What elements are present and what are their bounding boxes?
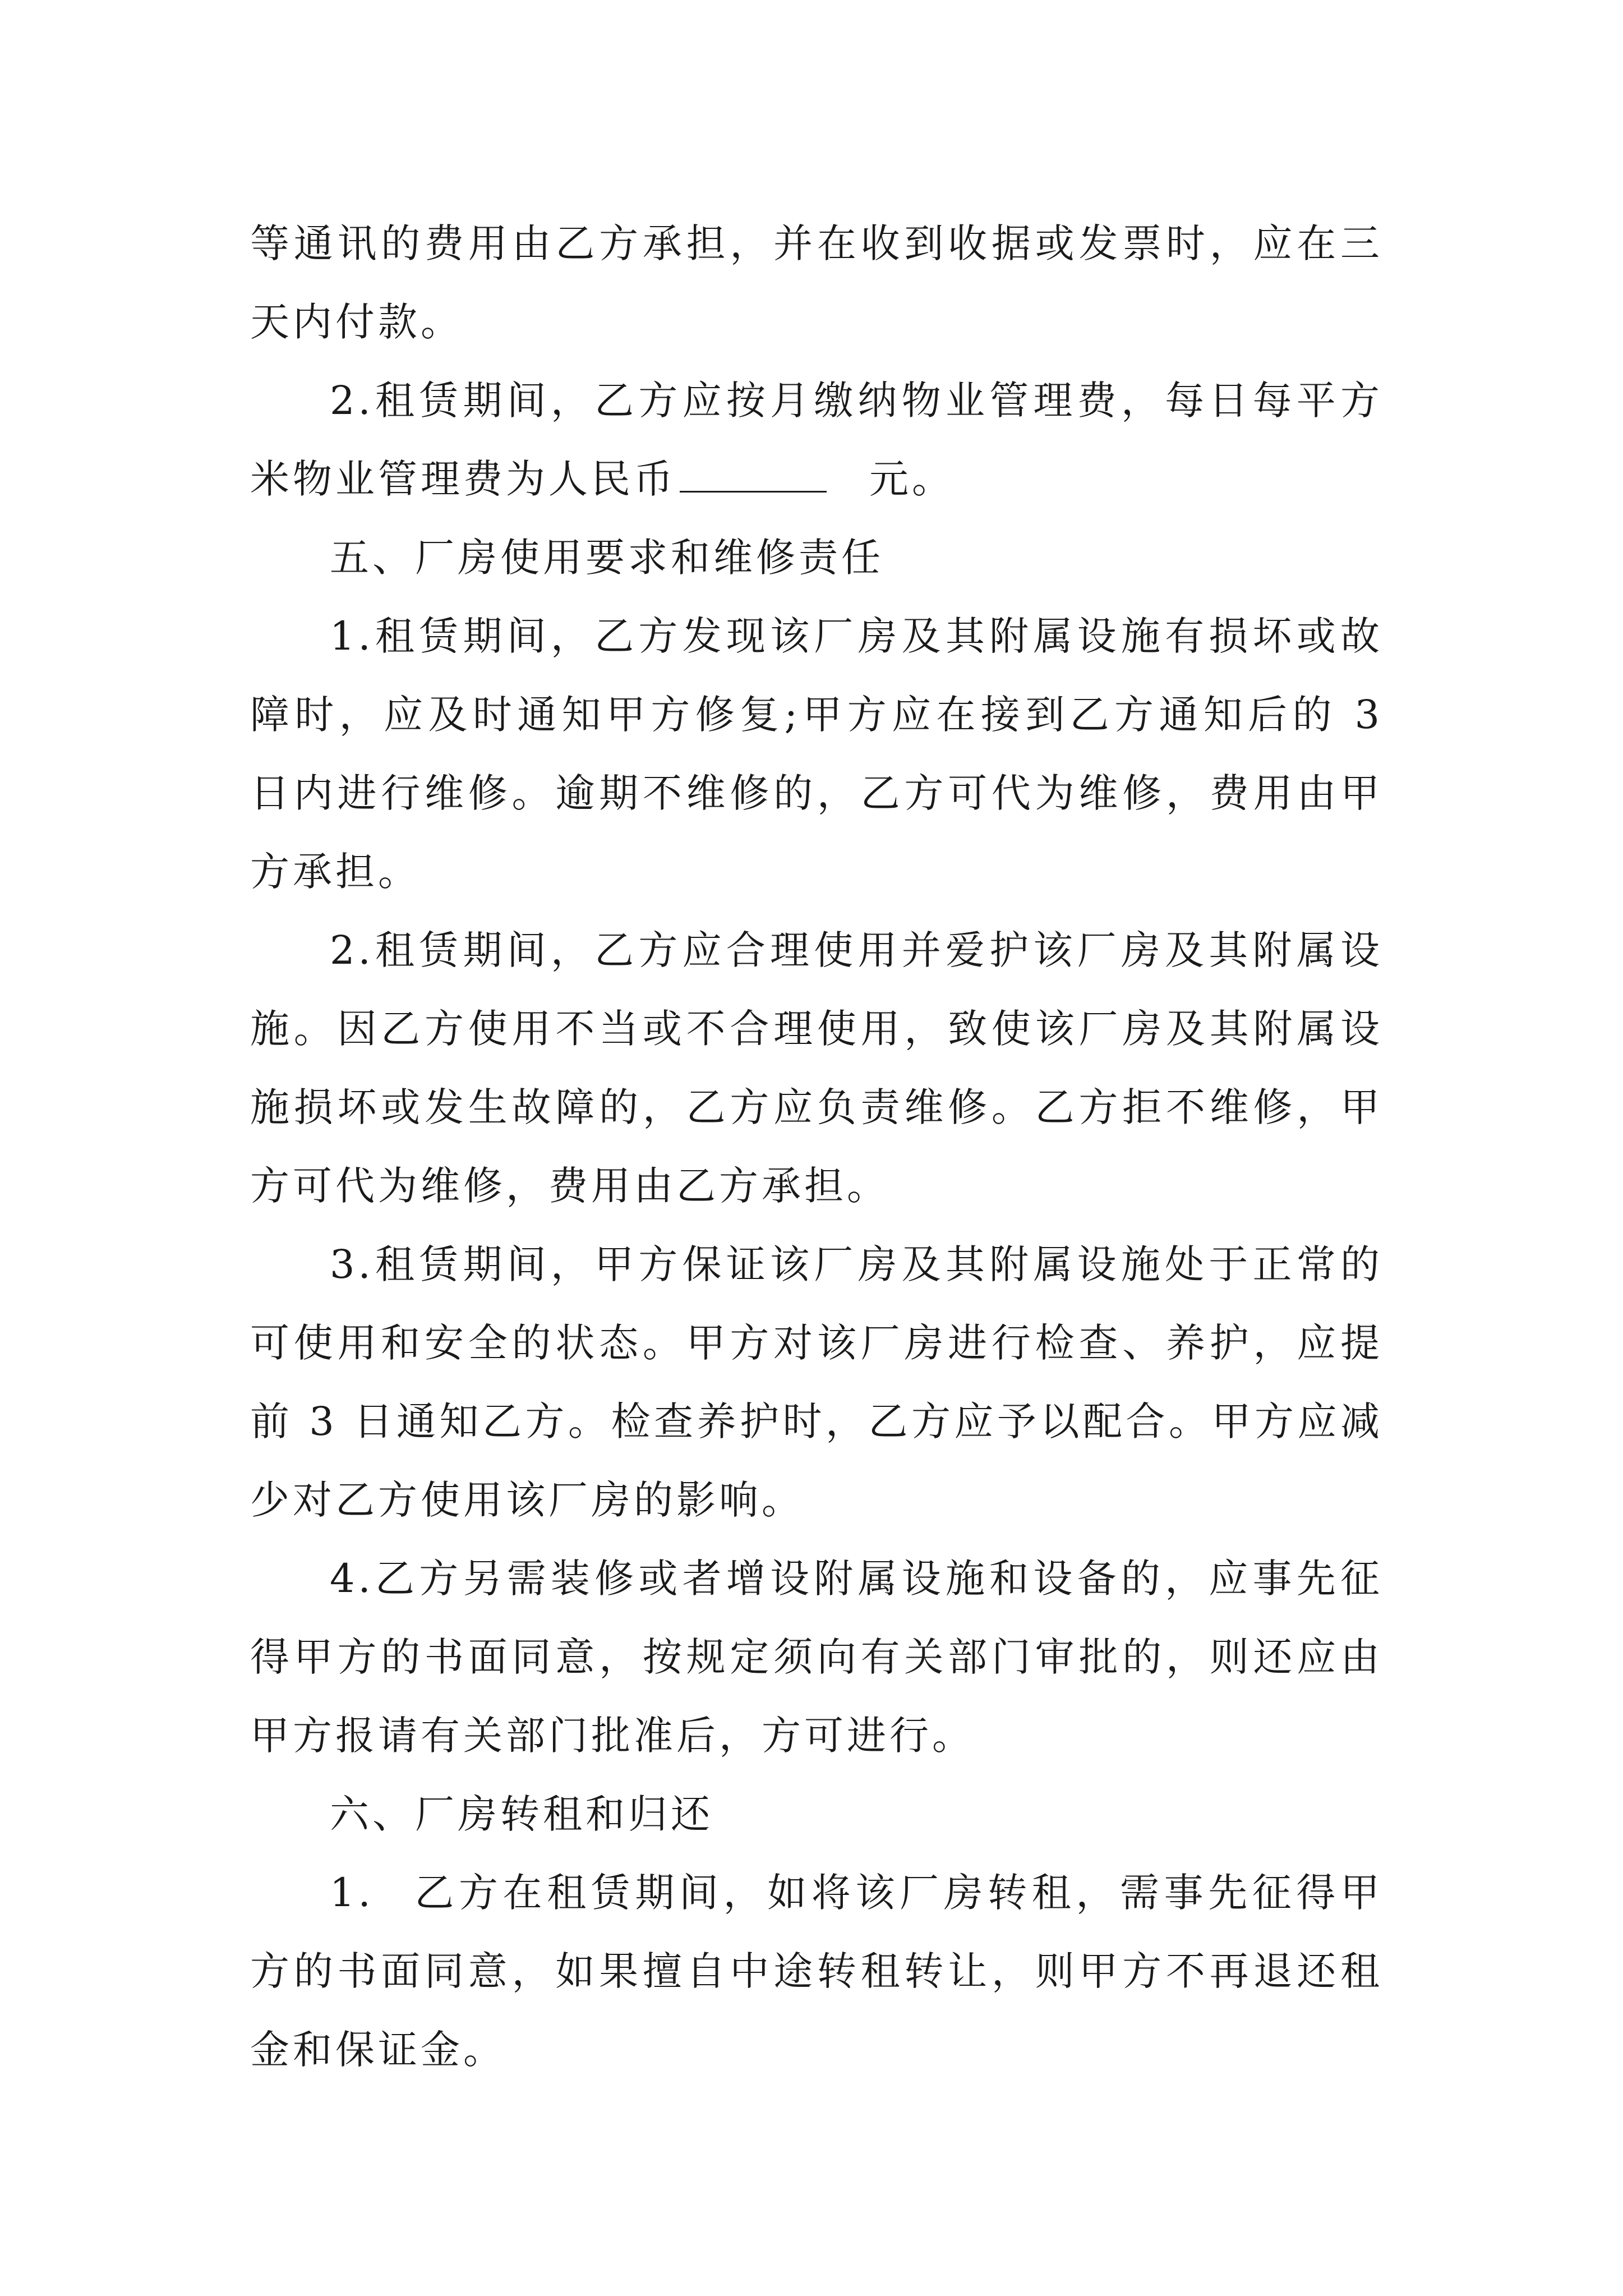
- property-fee-text: 2.租赁期间，乙方应按月缴纳物业管理费，每日每平方米物业管理费为人民币: [250, 378, 1383, 502]
- property-fee-unit: 元。: [869, 456, 955, 502]
- section-heading-5: 五、厂房使用要求和维修责任: [330, 535, 884, 581]
- document-body: [250, 204, 1383, 2089]
- sublease-item-number: 1.: [330, 1870, 374, 1916]
- paragraph-sublease: [250, 1853, 1383, 2089]
- paragraph-landlord-guarantee: 3.租赁期间，甲方保证该厂房及其附属设施处于正常的可使用和安全的状态。甲方对该厂房进行检查、养护，应提前 3 日通知乙方。检查养护时，乙方应予以配合。甲方应减少对乙方使用该厂房的影响。: [250, 1241, 1383, 1523]
- section-heading-6: 六、厂房转租和归还: [330, 1791, 713, 1837]
- fee-amount-blank: [680, 455, 827, 493]
- sublease-text: 乙方在租赁期间，如将该厂房转租，需事先征得甲方的书面同意，如果擅自中途转租转让，则甲方不再退还租金和保证金。: [250, 1870, 1383, 2073]
- paragraph-renovation: 4.乙方另需装修或者增设附属设施和设备的，应事先征得甲方的书面同意，按规定须向有关部门审批的，则还应由甲方报请有关部门批准后，方可进行。: [250, 1556, 1383, 1759]
- paragraph-repair-notice: 1.租赁期间，乙方发现该厂房及其附属设施有损坏或故障时，应及时通知甲方修复;甲方应在接到乙方通知后的 3 日内进行维修。逾期不维修的，乙方可代为维修，费用由甲方承担。: [250, 613, 1383, 895]
- paragraph-property-fee: [250, 361, 1383, 518]
- paragraph-telecom-fees: 等通讯的费用由乙方承担，并在收到收据或发票时，应在三天内付款。: [250, 220, 1383, 345]
- paragraph-proper-use: 2.租赁期间，乙方应合理使用并爱护该厂房及其附属设施。因乙方使用不当或不合理使用，致使该厂房及其附属设施损坏或发生故障的，乙方应负责维修。乙方拒不维修，甲方可代为维修，费用由乙方承担。: [250, 927, 1383, 1209]
